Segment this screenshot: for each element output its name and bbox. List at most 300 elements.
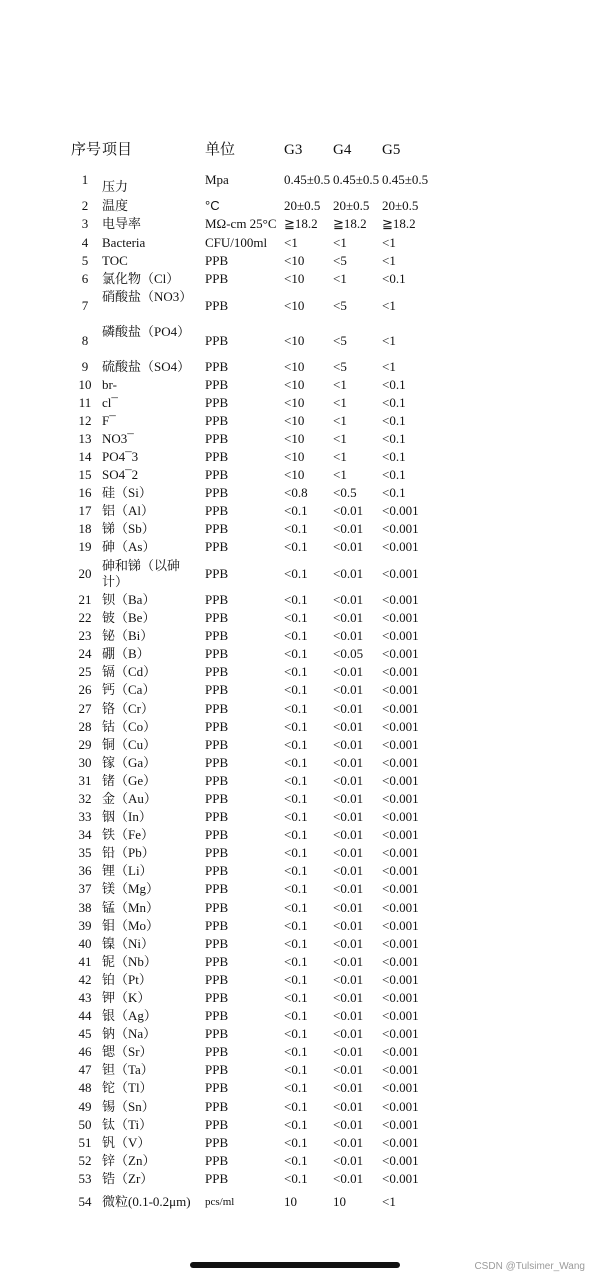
row-item: 铟（In） bbox=[102, 809, 152, 825]
row-unit: PPB bbox=[205, 628, 229, 644]
row-number: 10 bbox=[78, 377, 92, 392]
row-unit: PPB bbox=[205, 566, 229, 581]
table-row bbox=[0, 954, 590, 970]
row-g4-value: <0.01 bbox=[333, 953, 364, 969]
row-number: 17 bbox=[78, 503, 92, 518]
row-number: 26 bbox=[78, 682, 92, 698]
row-g3-value: ≧18.2 bbox=[284, 216, 318, 232]
row-g5-value: <0.001 bbox=[382, 1152, 419, 1168]
row-unit: PPB bbox=[205, 1134, 229, 1150]
row-number: 5 bbox=[81, 252, 89, 268]
row-g3-value: <0.1 bbox=[284, 772, 308, 788]
row-g5-value: <0.001 bbox=[382, 754, 419, 770]
row-unit: PPB bbox=[205, 1170, 229, 1186]
table-row bbox=[0, 610, 590, 626]
row-item: SO4¯2 bbox=[102, 467, 139, 482]
table-row bbox=[0, 1044, 590, 1060]
row-g3-value: <0.1 bbox=[284, 989, 308, 1005]
row-g3-value: <10 bbox=[284, 467, 305, 482]
table-row bbox=[0, 1135, 590, 1151]
row-item: 钾（K） bbox=[102, 989, 151, 1005]
row-number: 18 bbox=[78, 521, 92, 536]
row-item: 镍（Ni） bbox=[102, 935, 155, 951]
row-g3-value: <0.1 bbox=[284, 1152, 308, 1168]
row-g5-value: <0.001 bbox=[382, 772, 419, 788]
row-number: 50 bbox=[78, 1116, 92, 1132]
row-g5-value: <0.1 bbox=[382, 485, 406, 500]
row-item: 温度 bbox=[102, 198, 129, 213]
row-number: 52 bbox=[78, 1152, 92, 1168]
row-g5-value: <0.001 bbox=[382, 790, 419, 806]
row-g4-value: <0.01 bbox=[333, 989, 364, 1005]
row-item: 锂（Li） bbox=[102, 863, 153, 879]
row-unit: PPB bbox=[205, 989, 229, 1005]
row-g3-value: <0.1 bbox=[284, 503, 308, 518]
table-row bbox=[0, 845, 590, 861]
row-g5-value: <0.001 bbox=[382, 682, 419, 698]
row-g5-value: <0.1 bbox=[382, 431, 406, 446]
row-g4-value: <0.01 bbox=[333, 1170, 364, 1186]
row-unit: Mpa bbox=[205, 172, 229, 187]
row-g5-value: <0.001 bbox=[382, 1062, 419, 1078]
row-item: PO4¯3 bbox=[102, 449, 139, 464]
row-g5-value: 20±0.5 bbox=[382, 198, 419, 213]
row-number: 46 bbox=[78, 1044, 92, 1060]
row-unit: PPB bbox=[205, 467, 229, 482]
row-g5-value: <1 bbox=[382, 359, 396, 374]
watermark: CSDN @Tulsimer_Wang bbox=[474, 1261, 585, 1272]
row-item: 锰（Mn） bbox=[102, 899, 160, 915]
table-row bbox=[0, 1153, 590, 1169]
row-item: 锡（Sn） bbox=[102, 1098, 155, 1114]
row-g3-value: <0.1 bbox=[284, 1026, 308, 1042]
row-number: 2 bbox=[81, 198, 89, 213]
row-number: 9 bbox=[81, 359, 89, 374]
row-g3-value: <0.8 bbox=[284, 485, 308, 500]
table-row bbox=[0, 1008, 590, 1024]
row-unit: PPB bbox=[205, 449, 229, 464]
table-row bbox=[0, 431, 590, 447]
row-g5-value: <0.1 bbox=[382, 413, 406, 428]
row-g5-value: <0.001 bbox=[382, 899, 419, 915]
row-item: 钙（Ca） bbox=[102, 682, 156, 698]
row-item: 钠（Na） bbox=[102, 1026, 157, 1042]
header-item: 项目 bbox=[102, 142, 133, 158]
row-g3-value: <10 bbox=[284, 333, 305, 348]
row-g3-value: <0.1 bbox=[284, 790, 308, 806]
row-g4-value: <0.5 bbox=[333, 485, 357, 500]
row-g4-value: <0.01 bbox=[333, 1080, 364, 1096]
row-number: 43 bbox=[78, 989, 92, 1005]
row-g4-value: <0.01 bbox=[333, 772, 364, 788]
table-row bbox=[0, 235, 590, 251]
header-g3: G3 bbox=[284, 142, 303, 158]
row-number: 19 bbox=[78, 539, 92, 554]
table-row bbox=[0, 521, 590, 537]
row-unit: PPB bbox=[205, 664, 229, 680]
row-g4-value: <0.01 bbox=[333, 809, 364, 825]
row-g3-value: <0.1 bbox=[284, 1098, 308, 1114]
table-row bbox=[0, 664, 590, 680]
row-unit: PPB bbox=[205, 845, 229, 861]
row-number: 15 bbox=[78, 467, 92, 482]
table-row bbox=[0, 558, 590, 589]
row-g4-value: <0.01 bbox=[333, 917, 364, 933]
row-g5-value: 0.45±0.5 bbox=[382, 172, 429, 187]
row-g5-value: <1 bbox=[382, 252, 396, 268]
row-g4-value: <0.01 bbox=[333, 899, 364, 915]
row-item: 铋（Bi） bbox=[102, 628, 154, 644]
row-item: 铁（Fe） bbox=[102, 827, 155, 843]
row-item: 铂（Pt） bbox=[102, 971, 152, 987]
row-g4-value: <1 bbox=[333, 467, 347, 482]
row-g4-value: <0.01 bbox=[333, 628, 364, 644]
table-row bbox=[0, 216, 590, 232]
row-g3-value: <1 bbox=[284, 234, 298, 250]
row-item: 铌（Nb） bbox=[102, 953, 157, 969]
home-indicator-bar[interactable] bbox=[190, 1262, 400, 1268]
row-g4-value: <1 bbox=[333, 234, 347, 250]
row-unit: PPB bbox=[205, 1098, 229, 1114]
row-unit: PPB bbox=[205, 827, 229, 843]
table-row bbox=[0, 737, 590, 753]
row-g5-value: <0.001 bbox=[382, 1098, 419, 1114]
row-g4-value: 10 bbox=[333, 1194, 346, 1209]
table-row bbox=[0, 646, 590, 662]
row-g4-value: <0.01 bbox=[333, 935, 364, 951]
row-number: 4 bbox=[81, 234, 89, 250]
row-item: 金（Au） bbox=[102, 790, 157, 806]
table-row bbox=[0, 539, 590, 555]
row-number: 8 bbox=[81, 333, 89, 348]
row-g3-value: <10 bbox=[284, 359, 305, 374]
row-g4-value: <0.01 bbox=[333, 539, 364, 554]
row-g3-value: <0.1 bbox=[284, 971, 308, 987]
table-row bbox=[0, 863, 590, 879]
row-g3-value: <0.1 bbox=[284, 881, 308, 897]
row-g5-value: <0.1 bbox=[382, 467, 406, 482]
row-number: 42 bbox=[78, 971, 92, 987]
row-number: 16 bbox=[78, 485, 92, 500]
row-item: cl¯ bbox=[102, 395, 118, 410]
row-unit: PPB bbox=[205, 592, 229, 607]
row-unit: PPB bbox=[205, 431, 229, 446]
row-g3-value: <10 bbox=[284, 271, 305, 286]
row-g5-value: <0.1 bbox=[382, 271, 406, 286]
row-g3-value: <0.1 bbox=[284, 1134, 308, 1150]
row-g3-value: <10 bbox=[284, 431, 305, 446]
row-number: 23 bbox=[78, 628, 92, 644]
row-g3-value: <0.1 bbox=[284, 953, 308, 969]
row-g3-value: <0.1 bbox=[284, 935, 308, 951]
row-g5-value: <1 bbox=[382, 333, 396, 348]
row-g3-value: <0.1 bbox=[284, 610, 308, 626]
row-item: 锑（Sb） bbox=[102, 521, 155, 536]
row-g4-value: <0.01 bbox=[333, 1026, 364, 1042]
row-g5-value: <1 bbox=[382, 234, 396, 250]
row-unit: PPB bbox=[205, 881, 229, 897]
row-g3-value: <10 bbox=[284, 298, 305, 313]
row-g3-value: <0.1 bbox=[284, 521, 308, 536]
row-unit: PPB bbox=[205, 682, 229, 698]
row-number: 28 bbox=[78, 718, 92, 734]
row-unit: PPB bbox=[205, 754, 229, 770]
row-g5-value: <0.001 bbox=[382, 971, 419, 987]
row-number: 49 bbox=[78, 1098, 92, 1114]
header-g4: G4 bbox=[333, 142, 352, 158]
row-g5-value: <0.1 bbox=[382, 449, 406, 464]
row-g4-value: <5 bbox=[333, 252, 347, 268]
row-item: 电导率 bbox=[102, 216, 142, 232]
row-item: 锆（Zr） bbox=[102, 1170, 154, 1186]
row-number: 14 bbox=[78, 449, 92, 464]
row-unit: PPB bbox=[205, 953, 229, 969]
row-number: 45 bbox=[78, 1026, 92, 1042]
table-row bbox=[0, 198, 590, 214]
row-number: 24 bbox=[78, 646, 92, 662]
row-g3-value: <0.1 bbox=[284, 863, 308, 879]
row-item: 微粒(0.1-0.2μm) bbox=[102, 1194, 191, 1209]
row-g5-value: <0.1 bbox=[382, 377, 406, 392]
row-g3-value: <10 bbox=[284, 377, 305, 392]
row-number: 48 bbox=[78, 1080, 92, 1096]
row-unit: pcs/ml bbox=[205, 1196, 235, 1208]
row-g3-value: 0.45±0.5 bbox=[284, 172, 331, 187]
row-number: 27 bbox=[78, 700, 92, 716]
row-g4-value: <0.01 bbox=[333, 1098, 364, 1114]
row-unit: CFU/100ml bbox=[205, 234, 268, 250]
row-g4-value: <0.01 bbox=[333, 1116, 364, 1132]
row-g5-value: <0.001 bbox=[382, 845, 419, 861]
row-g3-value: <0.1 bbox=[284, 646, 308, 662]
row-g5-value: <0.001 bbox=[382, 592, 419, 607]
row-unit: PPB bbox=[205, 539, 229, 554]
row-g5-value: <0.001 bbox=[382, 1044, 419, 1060]
row-g4-value: <1 bbox=[333, 413, 347, 428]
row-item: 氯化物（Cl） bbox=[102, 271, 180, 286]
row-g4-value: <0.01 bbox=[333, 881, 364, 897]
row-g5-value: <0.001 bbox=[382, 863, 419, 879]
table-row bbox=[0, 1171, 590, 1187]
row-g4-value: <1 bbox=[333, 395, 347, 410]
table-row bbox=[0, 827, 590, 843]
row-item: F¯ bbox=[102, 413, 116, 428]
row-item: 钼（Mo） bbox=[102, 917, 160, 933]
row-g3-value: <0.1 bbox=[284, 1116, 308, 1132]
row-number: 30 bbox=[78, 754, 92, 770]
table-row bbox=[0, 503, 590, 519]
row-unit: PPB bbox=[205, 485, 229, 500]
row-unit: PPB bbox=[205, 503, 229, 518]
row-g4-value: <0.01 bbox=[333, 1044, 364, 1060]
row-number: 37 bbox=[78, 881, 92, 897]
row-g4-value: <0.01 bbox=[333, 566, 364, 581]
row-g4-value: 20±0.5 bbox=[333, 198, 370, 213]
row-g5-value: <0.001 bbox=[382, 953, 419, 969]
row-g3-value: <0.1 bbox=[284, 1080, 308, 1096]
row-g5-value: <1 bbox=[382, 1194, 396, 1209]
row-number: 44 bbox=[78, 1008, 92, 1024]
row-number: 33 bbox=[78, 809, 92, 825]
row-g3-value: <0.1 bbox=[284, 1062, 308, 1078]
row-g4-value: <0.01 bbox=[333, 718, 364, 734]
table-row bbox=[0, 900, 590, 916]
row-item: 铍（Be） bbox=[102, 610, 156, 626]
table-row bbox=[0, 1026, 590, 1042]
row-item: 铬（Cr） bbox=[102, 700, 155, 716]
row-g5-value: <0.001 bbox=[382, 521, 419, 536]
row-g4-value: <0.01 bbox=[333, 700, 364, 716]
row-unit: PPB bbox=[205, 521, 229, 536]
row-g3-value: 20±0.5 bbox=[284, 198, 321, 213]
table-row bbox=[0, 253, 590, 269]
row-g3-value: <0.1 bbox=[284, 845, 308, 861]
table-row bbox=[0, 719, 590, 735]
table-row bbox=[0, 289, 590, 314]
row-g3-value: <0.1 bbox=[284, 1170, 308, 1186]
table-row bbox=[0, 377, 590, 393]
row-g5-value: <0.001 bbox=[382, 1026, 419, 1042]
row-g5-value: <0.001 bbox=[382, 566, 419, 581]
row-g5-value: <0.001 bbox=[382, 628, 419, 644]
row-unit: PPB bbox=[205, 863, 229, 879]
row-unit: PPB bbox=[205, 809, 229, 825]
row-number: 40 bbox=[78, 935, 92, 951]
row-g4-value: <0.01 bbox=[333, 664, 364, 680]
row-item: 银（Ag） bbox=[102, 1008, 157, 1024]
row-g3-value: <10 bbox=[284, 395, 305, 410]
row-number: 21 bbox=[78, 592, 92, 607]
row-unit: PPB bbox=[205, 413, 229, 428]
row-g3-value: 10 bbox=[284, 1194, 297, 1209]
row-g3-value: <0.1 bbox=[284, 664, 308, 680]
table-row bbox=[0, 990, 590, 1006]
row-number: 47 bbox=[78, 1062, 92, 1078]
row-unit: PPB bbox=[205, 718, 229, 734]
row-g4-value: <0.01 bbox=[333, 1134, 364, 1150]
row-unit: PPB bbox=[205, 333, 229, 348]
row-g3-value: <0.1 bbox=[284, 917, 308, 933]
row-item: br- bbox=[102, 377, 117, 392]
row-number: 13 bbox=[78, 431, 92, 446]
row-number: 20 bbox=[78, 566, 92, 581]
table-row bbox=[0, 1062, 590, 1078]
row-g3-value: <10 bbox=[284, 252, 305, 268]
row-unit: PPB bbox=[205, 271, 229, 286]
header-g5: G5 bbox=[382, 142, 401, 158]
row-number: 12 bbox=[78, 413, 92, 428]
row-g4-value: <1 bbox=[333, 431, 347, 446]
row-number: 3 bbox=[81, 216, 89, 232]
row-g3-value: <0.1 bbox=[284, 1008, 308, 1024]
header-index: 序号 bbox=[71, 142, 102, 158]
row-g4-value: <0.01 bbox=[333, 610, 364, 626]
row-item: 硼（B） bbox=[102, 646, 150, 662]
row-g5-value: <0.001 bbox=[382, 1116, 419, 1132]
row-g4-value: <0.01 bbox=[333, 790, 364, 806]
row-unit: PPB bbox=[205, 1062, 229, 1078]
table-row bbox=[0, 809, 590, 825]
row-g4-value: <0.01 bbox=[333, 827, 364, 843]
row-unit: PPB bbox=[205, 1008, 229, 1024]
row-item: NO3¯ bbox=[102, 431, 134, 446]
table-row bbox=[0, 682, 590, 698]
row-number: 31 bbox=[78, 772, 92, 788]
table-row bbox=[0, 701, 590, 717]
row-g5-value: <0.001 bbox=[382, 610, 419, 626]
table-row bbox=[0, 413, 590, 429]
row-g5-value: <0.001 bbox=[382, 503, 419, 518]
row-g4-value: <5 bbox=[333, 298, 347, 313]
row-g4-value: <1 bbox=[333, 271, 347, 286]
row-g5-value: <0.001 bbox=[382, 935, 419, 951]
row-number: 54 bbox=[78, 1194, 92, 1209]
table-row bbox=[0, 395, 590, 411]
row-number: 1 bbox=[81, 172, 89, 187]
row-number: 35 bbox=[78, 845, 92, 861]
row-item: 钽（Ta） bbox=[102, 1062, 154, 1078]
table-row bbox=[0, 1080, 590, 1096]
table-row bbox=[0, 1117, 590, 1133]
row-item: 压力 bbox=[102, 179, 129, 194]
row-g4-value: <1 bbox=[333, 377, 347, 392]
row-unit: PPB bbox=[205, 700, 229, 716]
row-g4-value: ≧18.2 bbox=[333, 216, 367, 232]
row-item: 铝（Al） bbox=[102, 503, 155, 518]
row-unit: PPB bbox=[205, 1152, 229, 1168]
row-unit: PPB bbox=[205, 395, 229, 410]
table-row bbox=[0, 359, 590, 375]
row-unit: MΩ-cm 25°C bbox=[205, 216, 277, 232]
row-number: 51 bbox=[78, 1134, 92, 1150]
row-item: 锗（Ge） bbox=[102, 772, 157, 788]
row-g4-value: <0.01 bbox=[333, 592, 364, 607]
table-row bbox=[0, 773, 590, 789]
row-unit: PPB bbox=[205, 252, 229, 268]
row-item: 砷和锑（以砷计） bbox=[102, 558, 181, 589]
row-g4-value: <0.01 bbox=[333, 845, 364, 861]
row-number: 25 bbox=[78, 664, 92, 680]
row-item: 钴（Co） bbox=[102, 718, 157, 734]
row-number: 41 bbox=[78, 953, 92, 969]
row-g3-value: <0.1 bbox=[284, 718, 308, 734]
table-row bbox=[0, 972, 590, 988]
row-g5-value: <0.001 bbox=[382, 664, 419, 680]
table-row bbox=[0, 628, 590, 644]
row-item: 镓（Ga） bbox=[102, 754, 157, 770]
row-g5-value: <0.001 bbox=[382, 827, 419, 843]
table-row bbox=[0, 1194, 590, 1210]
row-g3-value: <0.1 bbox=[284, 827, 308, 843]
row-unit: PPB bbox=[205, 917, 229, 933]
row-g3-value: <0.1 bbox=[284, 754, 308, 770]
row-unit: PPB bbox=[205, 1026, 229, 1042]
row-item: 钛（Ti） bbox=[102, 1116, 153, 1132]
row-unit: PPB bbox=[205, 790, 229, 806]
row-unit: PPB bbox=[205, 1044, 229, 1060]
row-g5-value: <0.001 bbox=[382, 1170, 419, 1186]
row-unit: PPB bbox=[205, 646, 229, 662]
table-row bbox=[0, 936, 590, 952]
row-number: 34 bbox=[78, 827, 92, 843]
row-g5-value: <0.1 bbox=[382, 395, 406, 410]
row-g5-value: <0.001 bbox=[382, 809, 419, 825]
row-unit: PPB bbox=[205, 610, 229, 626]
row-item: 锶（Sr） bbox=[102, 1044, 153, 1060]
row-unit: PPB bbox=[205, 899, 229, 915]
table-row bbox=[0, 918, 590, 934]
row-g4-value: <5 bbox=[333, 333, 347, 348]
